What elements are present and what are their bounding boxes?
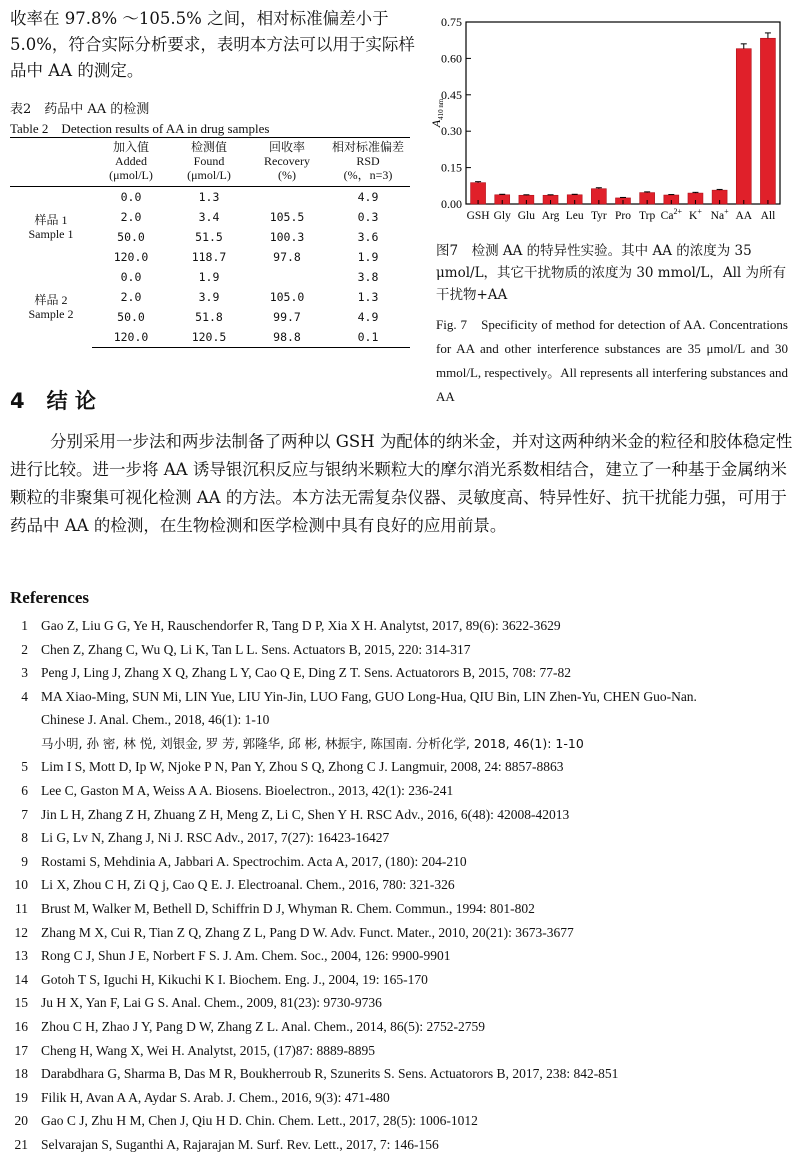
reference-number: 9: [21, 853, 28, 869]
table-cell: 105.5: [269, 210, 305, 224]
table-header-found: 检测值 Found (μmol/L): [170, 138, 248, 187]
table-cell: 2.0: [120, 290, 142, 304]
table-cell: 0.1: [326, 327, 410, 348]
specificity-bar-chart: [418, 0, 788, 232]
detection-results-table: [10, 137, 410, 348]
table-header-blank: [10, 138, 92, 187]
table-cell: 0.0: [120, 270, 142, 284]
reference-item: [0, 1062, 800, 1086]
reference-number: 19: [14, 1089, 28, 1105]
reference-number: 16: [14, 1018, 28, 1034]
reference-text: Gotoh T S, Iguchi H, Kikuchi K I. Biochem. Eng. J., 2004, 19: 165-170: [41, 971, 428, 987]
x-tick-label: K+: [689, 207, 702, 222]
x-tick-label: Glu: [517, 210, 536, 222]
reference-text: Rostami S, Mehdinia A, Jabbari A. Spectrochim. Acta A, 2017, (180): 204-210: [41, 853, 467, 869]
reference-number: 17: [14, 1042, 28, 1058]
table-cell: 97.8: [273, 250, 301, 264]
references-heading: References: [10, 588, 89, 607]
reference-number: 3: [21, 665, 28, 681]
section-title: 结 论: [46, 389, 96, 413]
x-tick-label: GSH: [466, 210, 490, 222]
reference-text: Cheng H, Wang X, Wei H. Analytst, 2015, (17)87: 8889-8895: [41, 1042, 376, 1058]
table-caption-cn: 表2 药品中 AA 的检测: [10, 102, 150, 117]
reference-text: Darabdhara G, Sharma B, Das M R, Boukherroub R, Szunerits S. Sens. Actuatorors B, 2017, 238: 842-851: [41, 1066, 619, 1082]
reference-item: [0, 944, 800, 968]
x-tick-label: Leu: [565, 210, 584, 222]
x-tick-label: AA: [735, 210, 753, 222]
table-cell: 120.5: [170, 327, 248, 348]
table-caption-en: Table 2 Detection results of AA in drug samples: [10, 121, 270, 136]
reference-item: [0, 755, 800, 779]
x-tick-label: Na+: [710, 207, 729, 222]
section-number: 4: [10, 389, 25, 413]
plot-frame: [466, 22, 780, 204]
reference-text: Chen Z, Zhang C, Wu Q, Li K, Tan L L. Sens. Actuators B, 2015, 220: 314-317: [41, 641, 471, 657]
y-tick-label: 0.15: [441, 160, 462, 175]
table-cell: 1.9: [198, 270, 220, 284]
reference-text: Peng J, Ling J, Zhang X Q, Zhang L Y, Cao Q E, Ding Z T. Sens. Actuatorors B, 2015, 708: 77-82: [41, 665, 571, 681]
table-cell: 1.9: [357, 250, 379, 264]
table-cell: 3.8: [357, 270, 379, 284]
reference-number: 12: [14, 924, 28, 940]
x-tick-label: Tyr: [590, 210, 607, 222]
reference-number: 11: [15, 900, 28, 916]
reference-number: 6: [21, 782, 28, 798]
reference-item: [0, 685, 800, 732]
x-tick-label: All: [760, 210, 776, 222]
x-tick-label: $Ca^{2+}$: [660, 207, 682, 222]
table-cell: 100.3: [269, 230, 305, 244]
table-cell: 3.4: [198, 210, 220, 224]
y-tick-label: 0.75: [441, 15, 462, 29]
table-cell: 98.8: [248, 327, 326, 348]
reference-item: [0, 661, 800, 685]
y-tick-label: 0.45: [441, 87, 462, 102]
sample-1-label: 样品 1 Sample 1: [28, 213, 74, 241]
table-cell: 1.3: [357, 290, 379, 304]
figure-caption-en: Fig. 7 Specificity of method for detection of AA. Concentrations for AA and other interference substances are 35 μmol/L and 30 mmol/L, respectively。All represents all interfering substances and AA: [436, 317, 788, 404]
reference-text: MA Xiao-Ming, SUN Mi, LIN Yue, LIU Yin-Jin, LUO Fang, GUO Long-Hua, QIU Bin, LIN Zhen-Yu, CHEN Guo-Nan. Chinese J. Anal. Chem., 2018, 46(1): 1-10: [41, 688, 697, 728]
reference-item: [0, 873, 800, 897]
reference-number: 1: [21, 618, 28, 633]
reference-text: Selvarajan S, Suganthi A, Rajarajan M. Surf. Rev. Lett., 2017, 7: 146-156: [41, 1136, 439, 1152]
table-cell: 51.5: [195, 230, 223, 244]
reference-text: Filik H, Avan A A, Aydar S. Arab. J. Chem., 2016, 9(3): 471-480: [41, 1089, 390, 1105]
reference-item: [0, 732, 800, 756]
table-cell: 4.9: [357, 310, 379, 324]
reference-number: 14: [14, 971, 28, 987]
table-cell: 120.0: [92, 327, 170, 348]
reference-text: Zhou C H, Zhao J Y, Pang D W, Zhang Z L. Anal. Chem., 2014, 86(5): 2752-2759: [41, 1018, 485, 1034]
table-cell: 50.0: [117, 230, 145, 244]
reference-number: 8: [21, 830, 28, 846]
reference-text: Brust M, Walker M, Bethell D, Schiffrin D J, Whyman R. Chem. Commun., 1994: 801-802: [41, 900, 535, 916]
sample-2-label: 样品 2 Sample 2: [28, 293, 74, 322]
reference-text: Ju H X, Yan F, Lai G S. Anal. Chem., 2009, 81(23): 9730-9736: [41, 995, 382, 1011]
table-cell: 99.7: [273, 310, 301, 324]
reference-text: 马小明, 孙 密, 林 悦, 刘银金, 罗 芳, 郭隆华, 邱 彬, 林振宇, 陈国南. 分析化学, 2018, 46(1): 1-10: [41, 735, 584, 751]
table-cell: 51.8: [195, 310, 223, 324]
reference-text: Zhang M X, Cui R, Tian Z Q, Zhang Z L, Pang D W. Adv. Funct. Mater., 2010, 20(21): 3673-3677: [41, 924, 574, 940]
reference-number: 20: [14, 1113, 28, 1129]
reference-text: Li X, Zhou C H, Zi Q j, Cao Q E. J. Electroanal. Chem., 2016, 780: 321-326: [41, 877, 455, 893]
table-cell: 50.0: [117, 310, 145, 324]
reference-item: [0, 968, 800, 992]
table-cell: 4.9: [357, 190, 379, 204]
y-tick-label: 0.60: [441, 51, 462, 66]
conclusion-text: 分别采用一步法和两步法制备了两种以 GSH 为配体的纳米金，并对这两种纳米金的粒径和胶体稳定性进行比较。进一步将 AA 诱导银沉积反应与银纳米颗粒大的摩尔消光系数相结合，建立了一种基于金属纳米颗粒的非聚集可视化检测 AA 的方法。本方法无需复杂仪器、灵敏度高、特异性好、抗干扰能力强，可用于药品中 AA 的检测，在生物检测和医学检测中具有良好的应用前景。: [10, 432, 793, 535]
table-cell: 118.7: [191, 250, 227, 264]
y-tick-label: 0.00: [441, 197, 462, 211]
x-tick-label: Pro: [615, 210, 631, 222]
reference-number: 18: [14, 1066, 28, 1082]
reference-text: Gao Z, Liu G G, Ye H, Rauschendorfer R, Tang D P, Xia X H. Analytst, 2017, 89(6): 3622-3629: [41, 618, 561, 633]
table-row: [10, 187, 410, 208]
reference-number: 13: [14, 948, 28, 964]
reference-item: [0, 826, 800, 850]
reference-text: Rong C J, Shun J E, Norbert F S. J. Am. Chem. Soc., 2004, 126: 9900-9901: [41, 948, 451, 964]
table-cell: [248, 267, 326, 287]
x-tick-label: Gly: [493, 210, 511, 222]
table-cell: 3.9: [198, 290, 220, 304]
section-heading: [10, 385, 96, 415]
reference-text: Gao C J, Zhu H M, Chen J, Qiu H D. Chin. Chem. Lett., 2017, 28(5): 1006-1012: [41, 1113, 478, 1129]
table-cell: 0.3: [357, 210, 379, 224]
reference-item: [0, 1109, 800, 1133]
reference-list: [0, 614, 800, 1156]
reference-item: [0, 850, 800, 874]
table-row: [10, 267, 410, 287]
y-tick-label: 0.30: [441, 124, 462, 139]
reference-item: [0, 1086, 800, 1110]
intro-paragraph: 收率在 97.8% ～105.5% 之间，相对标准偏差小于 5.0%，符合实际分析要求，表明本方法可以用于实际样品中 AA 的测定。: [10, 9, 415, 80]
reference-text: Jin L H, Zhang Z H, Zhuang Z H, Meng Z, Li C, Shen Y H. RSC Adv., 2016, 6(48): 42008-42013: [41, 806, 570, 822]
reference-item: [0, 1039, 800, 1063]
reference-number: 15: [14, 995, 28, 1011]
table-header-rsd: 相对标准偏差 RSD (%，n=3): [326, 138, 410, 187]
table-cell: [248, 187, 326, 208]
bar: [736, 49, 751, 204]
reference-item: [0, 921, 800, 945]
reference-number: 10: [14, 877, 28, 893]
table-cell: 3.6: [357, 230, 379, 244]
reference-number: 5: [21, 759, 28, 775]
reference-item: [0, 638, 800, 662]
table-header-recovery: 回收率 Recovery (%): [248, 138, 326, 187]
table-cell: 120.0: [113, 250, 149, 264]
x-tick-label: Trp: [639, 210, 656, 222]
reference-item: [0, 1015, 800, 1039]
reference-item: [0, 897, 800, 921]
reference-text: Lee C, Gaston M A, Weiss A A. Biosens. Bioelectron., 2013, 42(1): 236-241: [41, 782, 454, 798]
x-tick-label: Arg: [541, 210, 560, 222]
table-cell: 1.3: [198, 190, 220, 204]
reference-text: Li G, Lv N, Zhang J, Ni J. RSC Adv., 2017, 7(27): 16423-16427: [41, 830, 390, 846]
reference-item: [0, 991, 800, 1015]
bar: [760, 38, 775, 204]
reference-item: [0, 1133, 800, 1157]
reference-text: Lim I S, Mott D, Ip W, Njoke P N, Pan Y, Zhou S Q, Zhong C J. Langmuir, 2008, 24: 8857-8863: [41, 759, 564, 775]
reference-number: 2: [21, 641, 28, 657]
reference-item: [0, 803, 800, 827]
figure-caption-cn: 图7 检测 AA 的特异性实验。其中 AA 的浓度为 35 μmol/L，其它干扰物质的浓度为 30 mmol/L，All 为所有干扰物+AA: [436, 243, 787, 303]
reference-item: [0, 779, 800, 803]
y-axis-label: $A_{410 nm}$: [429, 98, 445, 128]
reference-number: 4: [21, 688, 28, 704]
reference-number: 21: [14, 1136, 28, 1152]
table-cell: 2.0: [120, 210, 142, 224]
table-header-added: 加入值 Added (μmol/L): [92, 138, 170, 187]
conclusion-paragraph: [10, 428, 794, 540]
reference-item: [0, 614, 800, 638]
table-cell: 105.0: [269, 290, 305, 304]
table-cell: 0.0: [120, 190, 142, 204]
reference-number: 7: [21, 806, 28, 822]
